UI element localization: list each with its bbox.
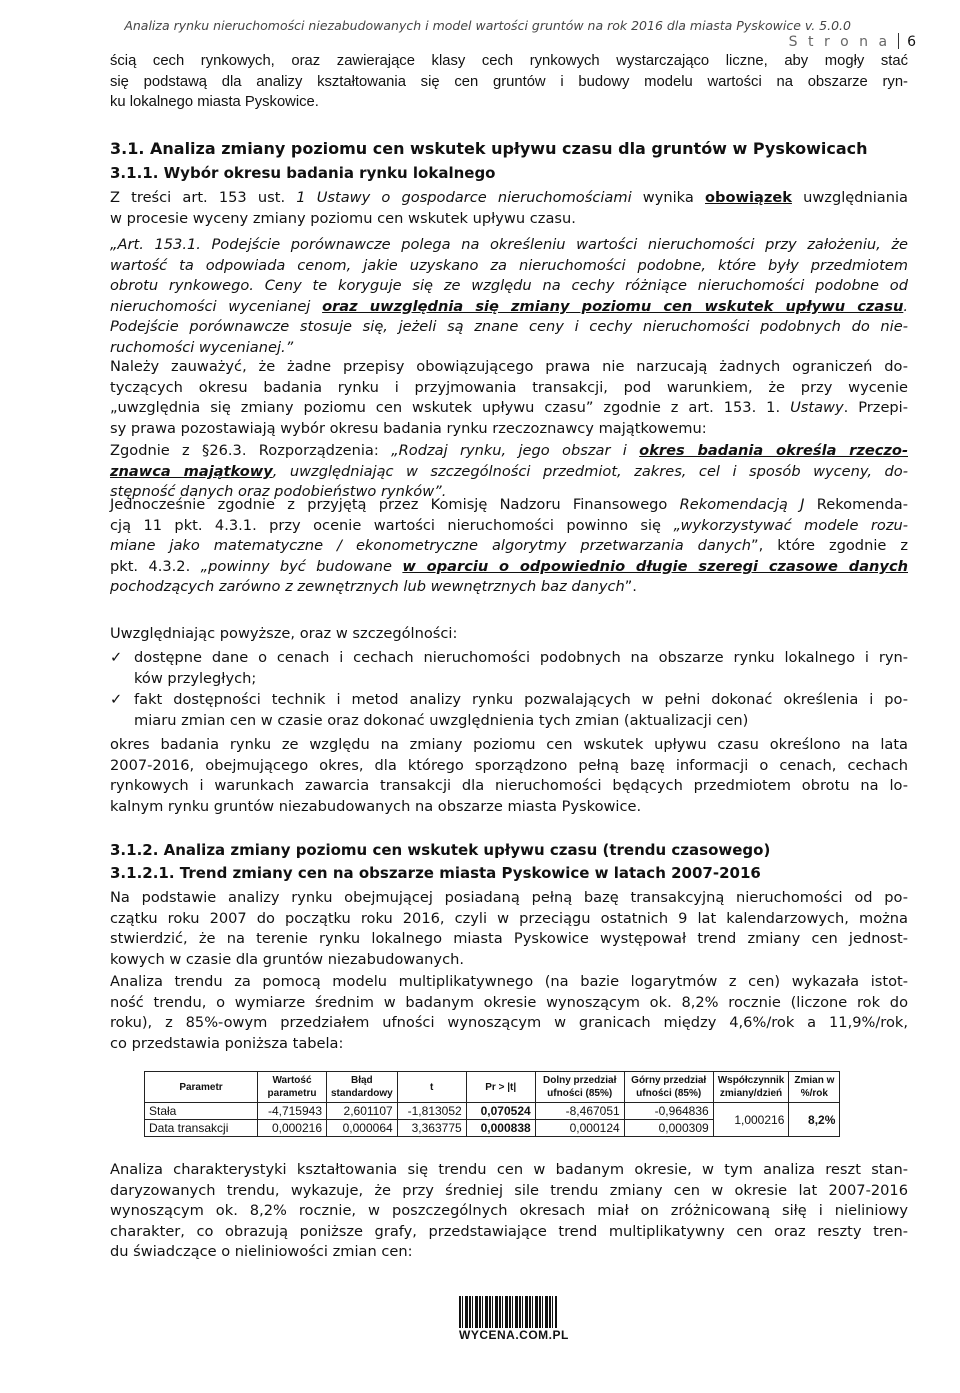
- heading-3-1-2: 3.1.2. Analiza zmiany poziomu cen wskutek upływu czasu (trendu czasowego): [110, 841, 771, 859]
- text-line: fakt dostępności technik i metod analizy rynku pozwalających w pełni dokonać określenia i po-: [134, 691, 908, 708]
- text-line: rynkowych i warunkach zawarcia transakcji dla nieruchomości będących przedmiotem obrotu na lo-: [110, 777, 908, 795]
- heading-3-1-2-1: 3.1.2.1. Trend zmiany cen na obszarze miasta Pyskowice w latach 2007-2016: [110, 864, 761, 882]
- table-header: Pr > |t|: [466, 1072, 535, 1103]
- table-header: Zmian w %/rok: [789, 1072, 840, 1103]
- checkmark-icon: ✓: [110, 691, 123, 708]
- table-cell: 3,363775: [397, 1120, 466, 1137]
- text-line: Analiza trendu za pomocą modelu multiplikatywnego (na bazie logarytmów z cen) wykazała istot-: [110, 973, 908, 990]
- text-line: ścią cech rynkowych, oraz zawierające klasy cech rynkowych wystarczająco liczne, aby mogły stać: [110, 53, 908, 69]
- table-cell: -0,964836: [624, 1103, 713, 1120]
- text-line: Uwzględniając powyższe, oraz w szczególności:: [110, 625, 458, 642]
- table-header: Parametr: [145, 1072, 258, 1103]
- text-line: „Art. 153.1. Podejście porównawcze polega na określeniu wartości nieruchomości przy założeniu, że: [110, 236, 908, 253]
- table-cell: -8,467051: [535, 1103, 624, 1120]
- text-line: Na podstawie analizy rynku obejmującej posiadaną pełną bazę transakcyjną nieruchomości od po-: [110, 889, 908, 906]
- intro-paragraph: [110, 51, 908, 113]
- page-label: S t r o n a: [788, 34, 891, 50]
- table-header: Wartość parametru: [258, 1072, 327, 1103]
- text-line: się podstawą dla analizy kształtowania się cen gruntów i budowy modelu wartości na obszarze ryn-: [110, 73, 908, 90]
- table-cell: 0,000309: [624, 1120, 713, 1137]
- text-line: ruchomości wycenianej.”: [110, 338, 294, 356]
- table-header: Dolny przedział ufności (85%): [535, 1072, 624, 1103]
- trend-table: [144, 1071, 840, 1137]
- text-line: w procesie wyceny zmiany poziomu cen wskutek upływu czasu.: [110, 209, 576, 227]
- logo-text: WYCENA.COM.PL: [459, 1328, 569, 1342]
- bullet-item: [110, 690, 908, 732]
- page-number-value: 6: [907, 34, 916, 50]
- table-cell: Data transakcji: [145, 1120, 258, 1137]
- text-line: du świadczące o nieliniowości zmian cen:: [110, 1243, 413, 1261]
- text-line: „uwzględnia się zmiany poziomu cen wskutek upływu czasu” zgodnie z art. 153. 1. Ustawy. Przepi-: [110, 399, 909, 417]
- paragraph-uwzgledniajac: [110, 624, 908, 645]
- text-line: ność trendu, o wymiarze średnim w badanym okresie wynoszącym ok. 8,2% rocznie (liczone rok do: [110, 993, 908, 1011]
- text-line: tyczących okresu badania rynku i przyjmowania transakcji, pod warunkiem, że przy wycenie: [110, 378, 908, 396]
- page-number: [789, 33, 916, 50]
- text-line: czątku roku 2007 do początku roku 2016, czyli w przeciągu ostatnich 9 lat kalendarzowych, można: [110, 909, 908, 927]
- paragraph-na-podstawie: [110, 888, 908, 970]
- paragraph-rozporzadzenie: [110, 441, 908, 503]
- paragraph-art-153: [110, 188, 908, 229]
- table-header-row: [145, 1072, 840, 1103]
- page-number-divider: [898, 33, 899, 49]
- heading-3-1-1: 3.1.1. Wybór okresu badania rynku lokalnego: [110, 164, 496, 182]
- text-line: wynoszącym ok. 8,2% rocznie, w poszczególnych okresach miał on zróżnicowaną siłę i nieliniowy: [110, 1202, 908, 1220]
- text-line: Podejście porównawcze stosuje się, jeżeli są znane ceny i cechy nieruchomości podobnych do nie-: [110, 318, 908, 336]
- quote-art-153: [110, 235, 908, 359]
- text-line: Zgodnie z §26.3. Rozporządzenia: „Rodzaj rynku, jego obszar i okres badania określa rzeczo-: [110, 442, 908, 459]
- paragraph-okres-badania: [110, 735, 908, 817]
- footer-logo: [459, 1296, 569, 1342]
- paragraph-charakterystyka: [110, 1160, 908, 1263]
- text-line: Z treści art. 153 ust. 1 Ustawy o gospodarce nieruchomościami wynika obowiązek uwzględniania: [110, 189, 909, 206]
- table-cell: 2,601107: [327, 1103, 398, 1120]
- bullet-item: [110, 648, 908, 690]
- text-line: roku), z 85%-owym przedziałem ufności wynoszącym w granicach między 4,6%/rok a 11,9%/rok,: [110, 1014, 908, 1032]
- text-line: pochodzących zarówno z zewnętrznych lub wewnętrznych baz danych”.: [110, 578, 637, 596]
- text-line: ku lokalnego miasta Pyskowice.: [110, 94, 319, 111]
- text-line: pkt. 4.3.2. „powinny być budowane w oparciu o odpowiednio długie szeregi czasowe danych: [110, 557, 908, 575]
- text-line: Analiza charakterystyki kształtowania się trendu cen w badanym okresie, w tym analiza reszt stan-: [110, 1161, 908, 1178]
- table-cell: 0,000216: [258, 1120, 327, 1137]
- text-line: sy prawa pozostawiają wybór okresu badania rynku rzeczoznawcy majątkowemu:: [110, 419, 707, 437]
- text-line: miane jako matematyczne / ekonometryczne algorytmy przetwarzania danych”, które zgodnie z: [110, 537, 908, 555]
- text-line: ków przyległych;: [134, 669, 257, 687]
- table-row: [145, 1103, 840, 1120]
- text-line: stępność danych oraz podobieństwo rynków”.: [110, 483, 447, 501]
- table-cell-change-per-year: 8,2%: [789, 1103, 840, 1137]
- paragraph-analiza-trendu: [110, 972, 908, 1054]
- text-line: kalnym rynku gruntów niezabudowanych na obszarze miasta Pyskowice.: [110, 797, 642, 815]
- table-header: Współczynnik zmiany/dzień: [713, 1072, 789, 1103]
- text-line: cją 11 pkt. 4.3.1. przy ocenie wartości nieruchomości powinno się „wykorzystywać modele rozu-: [110, 516, 908, 534]
- table-header: t: [397, 1072, 466, 1103]
- paragraph-rekomendacja-j: [110, 495, 908, 598]
- text-line: nieruchomości wycenianej oraz uwzględnia się zmiany poziomu cen wskutek upływu czasu.: [110, 297, 908, 315]
- table-header: Błąd standardowy: [327, 1072, 398, 1103]
- table-header: Górny przedział ufności (85%): [624, 1072, 713, 1103]
- text-line: charakter, co obrazują poniższe grafy, przedstawiające trend multiplikatywny cen oraz reszty tren-: [110, 1222, 908, 1240]
- table-cell: -4,715943: [258, 1103, 327, 1120]
- heading-3-1: 3.1. Analiza zmiany poziomu cen wskutek upływu czasu dla gruntów w Pyskowicach: [110, 139, 868, 158]
- table-cell: 0,000064: [327, 1120, 398, 1137]
- table-cell: -1,813052: [397, 1103, 466, 1120]
- text-line: stwierdzić, że na terenie rynku lokalnego miasta Pyskowice występował trend zmiany cen jednost-: [110, 930, 908, 948]
- text-line: kowych w czasie dla gruntów niezabudowanych.: [110, 950, 464, 968]
- table-cell: Stała: [145, 1103, 258, 1120]
- barcode-icon: [459, 1296, 557, 1328]
- table-cell: 0,070524: [466, 1103, 535, 1120]
- table-cell-coef-per-day: 1,000216: [713, 1103, 789, 1137]
- text-line: Należy zauważyć, że żadne przepisy obowiązującego prawa nie narzucają żadnych ograniczeń do-: [110, 358, 908, 375]
- text-line: znawca majątkowy, uwzględniając w szczególności przedmiot, zakres, cel i sposób wyceny, do-: [110, 462, 908, 480]
- text-line: obrotu rynkowego. Ceny te koryguje się ze względu na cechy różniące nieruchomości podobne od: [110, 277, 908, 295]
- table-cell: 0,000838: [466, 1120, 535, 1137]
- text-line: co przedstawia poniższa tabela:: [110, 1034, 344, 1052]
- text-line: wartość ta odpowiada cenom, jakie uzyskano za nieruchomości podobne, które były przedmiotem: [110, 256, 908, 274]
- table-cell: 0,000124: [535, 1120, 624, 1137]
- paragraph-przepisy: [110, 357, 908, 439]
- text-line: dostępne dane o cenach i cechach nieruchomości podobnych na obszarze rynku lokalnego i ryn-: [134, 649, 908, 666]
- text-line: daryzowanych trendu, wykazuje, że przy średniej sile trendu zmiany cen w okresie lat 2007-2016: [110, 1181, 908, 1199]
- text-line: miaru zmian cen w czasie oraz dokonać uwzględnienia tych zmian (aktualizacji cen): [134, 711, 749, 729]
- text-line: 2007-2016, obejmującego okres, dla którego sporządzono pełną bazę informacji o cenach, cechach: [110, 756, 908, 774]
- text-line: okres badania rynku ze względu na zmiany poziomu cen wskutek upływu czasu określono na lata: [110, 736, 908, 753]
- running-header: Analiza rynku nieruchomości niezabudowanych i model wartości gruntów na rok 2016 dla miasta Pyskowice v. 5.0.0: [124, 18, 851, 33]
- checkmark-icon: ✓: [110, 649, 123, 666]
- text-line: Jednocześnie zgodnie z przyjętą przez Komisję Nadzoru Finansowego Rekomendacją J Rekomenda-: [110, 496, 908, 513]
